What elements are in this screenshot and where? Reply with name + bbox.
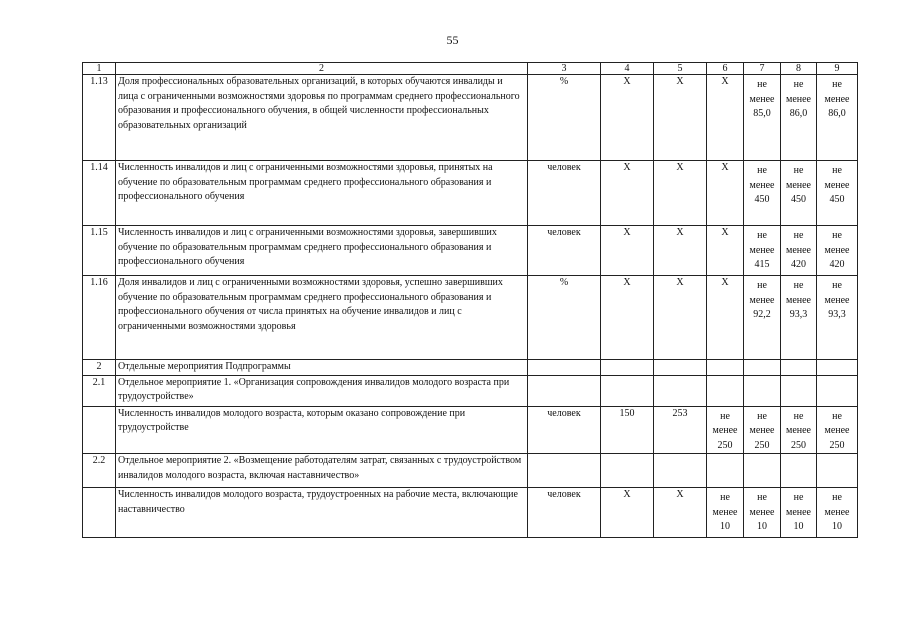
empty-cell: [744, 454, 781, 488]
empty-cell: [817, 360, 858, 376]
empty-cell: [601, 375, 654, 406]
empty-cell: [817, 454, 858, 488]
empty-cell: [528, 454, 601, 488]
value-cell: не менее 86,0: [781, 75, 817, 161]
value-cell: 150: [601, 406, 654, 454]
activity-name: Отдельное мероприятие 1. «Организация сопровождения инвалидов молодого возраста при трудоустройстве»: [116, 375, 528, 406]
table-header-row: [83, 63, 858, 75]
table-row: [83, 406, 858, 454]
table-row: [83, 276, 858, 360]
value-cell: Х: [601, 488, 654, 538]
empty-cell: [781, 375, 817, 406]
value-cell: не менее 450: [817, 161, 858, 226]
value-cell: Х: [654, 276, 707, 360]
unit-cell: человек: [528, 161, 601, 226]
empty-cell: [528, 375, 601, 406]
empty-cell: [83, 488, 116, 538]
section-title: Отдельные мероприятия Подпрограммы: [116, 360, 528, 376]
value-cell: не менее 250: [744, 406, 781, 454]
page-number: 55: [446, 33, 459, 47]
indicator-name: Доля инвалидов и лиц с ограниченными возможностями здоровья, успешно завершивших обучение по образовательным программам среднего профессионального образования и профессионального обучения от числа принятых на обучение инвалидов и лиц с ограниченными возможностями здоровья: [116, 276, 528, 360]
unit-cell: человек: [528, 406, 601, 454]
row-number: 1.13: [83, 75, 116, 161]
value-cell: не менее 420: [817, 226, 858, 276]
row-number: 2.2: [83, 454, 116, 488]
value-cell: не менее 86,0: [817, 75, 858, 161]
value-cell: Х: [601, 75, 654, 161]
indicator-name: Численность инвалидов и лиц с ограниченными возможностями здоровья, завершивших обучение по образовательным программам среднего профессионального образования и профессионального обучения: [116, 226, 528, 276]
header-cell: 1: [83, 63, 116, 75]
value-cell: не менее 420: [781, 226, 817, 276]
value-cell: Х: [654, 75, 707, 161]
empty-cell: [528, 360, 601, 376]
indicator-name: Численность инвалидов молодого возраста, которым оказано сопровождение при трудоустройстве: [116, 406, 528, 454]
header-cell: 9: [817, 63, 858, 75]
value-cell: не менее 450: [781, 161, 817, 226]
header-cell: 2: [116, 63, 528, 75]
value-cell: Х: [601, 226, 654, 276]
value-cell: Х: [707, 276, 744, 360]
value-cell: не менее 450: [744, 161, 781, 226]
value-cell: Х: [601, 161, 654, 226]
header-cell: 3: [528, 63, 601, 75]
value-cell: Х: [707, 75, 744, 161]
table-row: [83, 488, 858, 538]
value-cell: не менее 93,3: [781, 276, 817, 360]
header-cell: 8: [781, 63, 817, 75]
header-cell: 5: [654, 63, 707, 75]
value-cell: не менее 92,2: [744, 276, 781, 360]
table-row: [83, 375, 858, 406]
value-cell: Х: [654, 161, 707, 226]
header-cell: 6: [707, 63, 744, 75]
indicator-name: Численность инвалидов и лиц с ограниченными возможностями здоровья, принятых на обучение по образовательным программам среднего профессионального образования и профессионального обучения: [116, 161, 528, 226]
table-row: [83, 75, 858, 161]
table-row: [83, 226, 858, 276]
value-cell: Х: [601, 276, 654, 360]
value-cell: не менее 250: [781, 406, 817, 454]
row-number: 2.1: [83, 375, 116, 406]
empty-cell: [654, 360, 707, 376]
value-cell: не менее 85,0: [744, 75, 781, 161]
value-cell: 253: [654, 406, 707, 454]
indicator-name: Доля профессиональных образовательных организаций, в которых обучаются инвалиды и лица с ограниченными возможностями здоровья по программам среднего профессионального образования и профессионального обучения, в общей численности профессиональных образовательных организаций: [116, 75, 528, 161]
value-cell: не менее 10: [817, 488, 858, 538]
value-cell: Х: [654, 488, 707, 538]
unit-cell: %: [528, 75, 601, 161]
value-cell: не менее 10: [781, 488, 817, 538]
table-row: [83, 454, 858, 488]
empty-cell: [707, 360, 744, 376]
unit-cell: %: [528, 276, 601, 360]
empty-cell: [601, 360, 654, 376]
row-number: 1.15: [83, 226, 116, 276]
empty-cell: [654, 375, 707, 406]
indicators-table: [82, 62, 858, 538]
empty-cell: [601, 454, 654, 488]
value-cell: не менее 10: [744, 488, 781, 538]
activity-name: Отдельное мероприятие 2. «Возмещение работодателям затрат, связанных с трудоустройством инвалидов молодого возраста, включая наставничество»: [116, 454, 528, 488]
empty-cell: [781, 360, 817, 376]
value-cell: Х: [707, 161, 744, 226]
value-cell: не менее 250: [707, 406, 744, 454]
empty-cell: [744, 360, 781, 376]
row-number: 1.14: [83, 161, 116, 226]
table-row: [83, 161, 858, 226]
value-cell: Х: [654, 226, 707, 276]
value-cell: не менее 93,3: [817, 276, 858, 360]
empty-cell: [817, 375, 858, 406]
empty-cell: [83, 406, 116, 454]
row-number: 1.16: [83, 276, 116, 360]
value-cell: не менее 10: [707, 488, 744, 538]
empty-cell: [707, 375, 744, 406]
row-number: 2: [83, 360, 116, 376]
empty-cell: [707, 454, 744, 488]
empty-cell: [781, 454, 817, 488]
value-cell: не менее 415: [744, 226, 781, 276]
header-cell: 7: [744, 63, 781, 75]
header-cell: 4: [601, 63, 654, 75]
unit-cell: человек: [528, 226, 601, 276]
indicator-name: Численность инвалидов молодого возраста, трудоустроенных на рабочие места, включающие наставничество: [116, 488, 528, 538]
value-cell: не менее 250: [817, 406, 858, 454]
unit-cell: человек: [528, 488, 601, 538]
empty-cell: [654, 454, 707, 488]
value-cell: Х: [707, 226, 744, 276]
empty-cell: [744, 375, 781, 406]
section-row: [83, 360, 858, 376]
